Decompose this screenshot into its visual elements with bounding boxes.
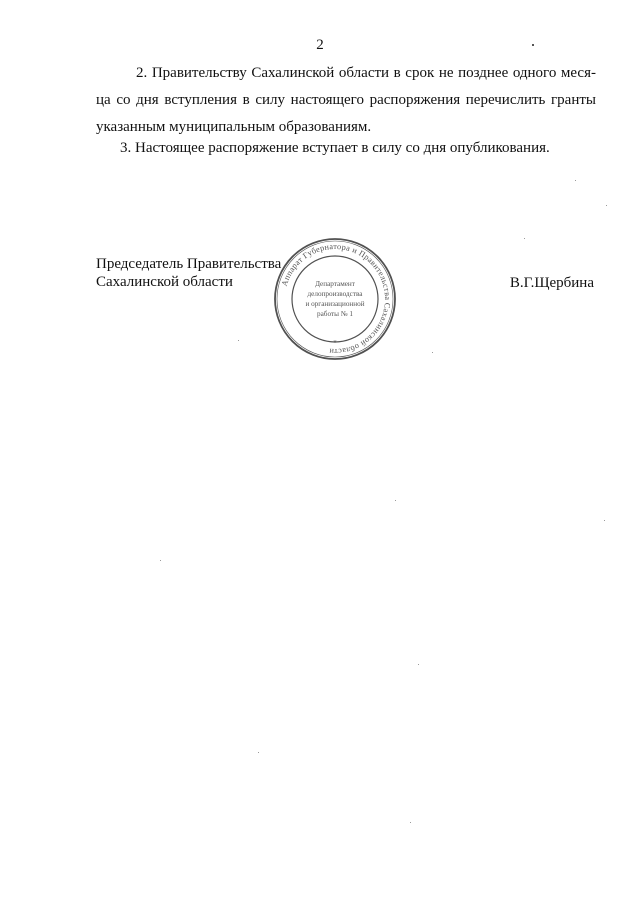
scan-speck (575, 180, 576, 181)
paragraph-2-line-3: указанным муниципальным образованиям. (96, 119, 372, 135)
paragraph-2-line-2: ца со дня вступления в силу настоящего распоряжения перечислить гранты (96, 92, 596, 108)
signatory-name: В.Г.Щербина (509, 275, 594, 291)
scan-speck (432, 352, 433, 353)
seal-inner-line-1: Департамент (315, 280, 355, 288)
scan-speck (395, 500, 396, 501)
scan-speck (606, 205, 607, 206)
scan-speck (418, 664, 419, 665)
seal-outer-text: Аппарат Губернатора и Правительства Сахалинской области (279, 241, 393, 357)
scan-speck (258, 752, 259, 753)
paragraph-3 (96, 135, 596, 162)
page-number: 2 (316, 37, 324, 53)
official-seal-stamp (273, 237, 397, 361)
scan-speck (238, 340, 239, 341)
signatory-position-line-2: Сахалинской области (96, 274, 233, 290)
seal-inner-line-3: и организационной (305, 300, 365, 308)
seal-inner-line-2: делопроизводства (307, 290, 363, 298)
signatory-position-line-1: Председатель Правительства (96, 256, 282, 272)
paragraph-2-line-1: 2. Правительству Сахалинской области в срок не позднее одного меся- (136, 65, 596, 81)
scan-speck (524, 238, 525, 239)
signatory-position (96, 255, 281, 291)
scan-speck (604, 520, 605, 521)
scan-speck (532, 44, 534, 46)
paragraph-2 (96, 60, 596, 141)
paragraph-3-line-1: 3. Настоящее распоряжение вступает в силу со дня опубликования. (120, 140, 550, 156)
seal-inner-line-4: работы № 1 (317, 310, 353, 318)
scan-speck (410, 822, 411, 823)
scan-speck (160, 560, 161, 561)
seal-star: * (333, 339, 337, 347)
